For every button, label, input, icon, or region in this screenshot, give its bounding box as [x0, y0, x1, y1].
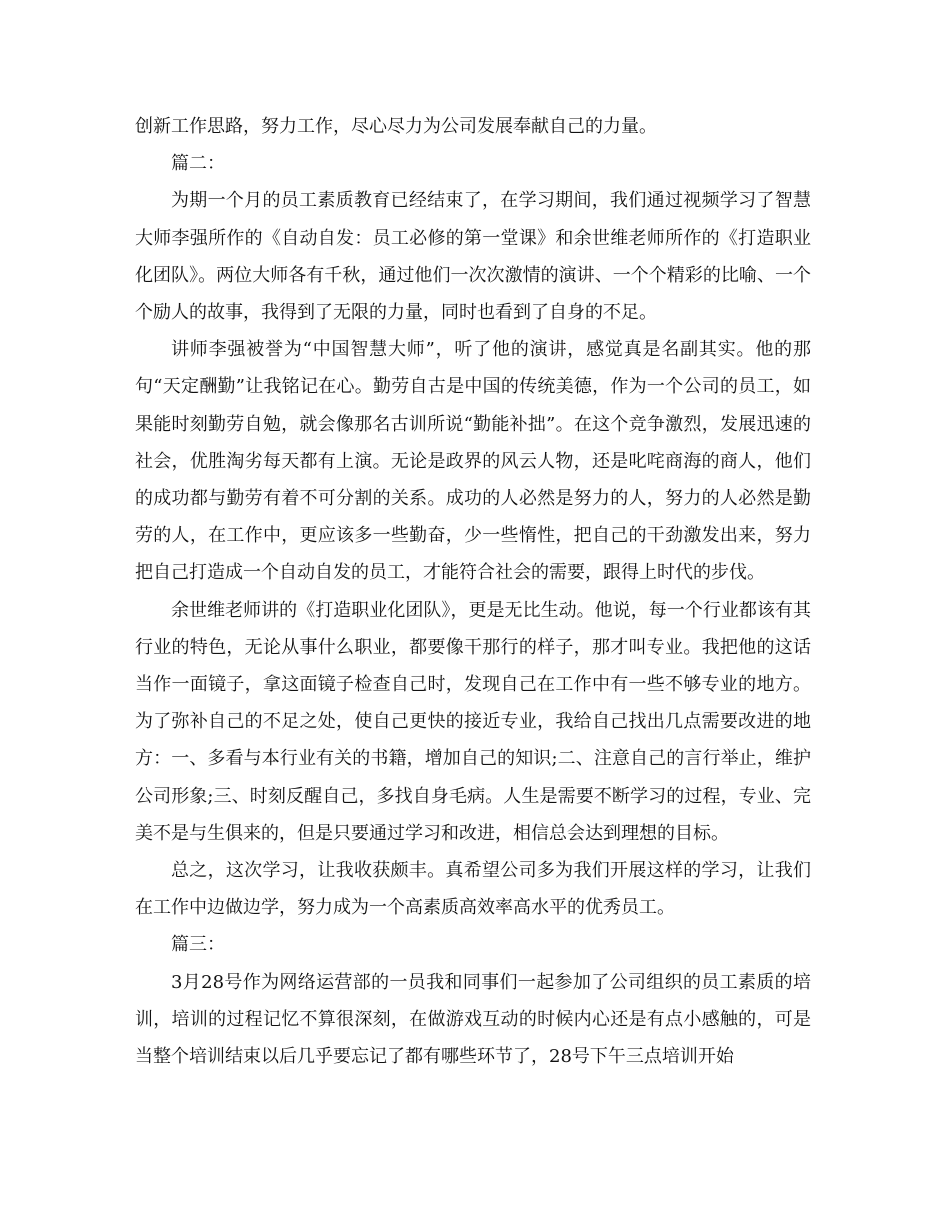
- section-heading-part-two: 篇二：: [171, 153, 225, 175]
- paragraph-conclusion: 总之，这次学习，让我收获颇丰。真希望公司多为我们开展这样的学习，让我们在工作中边做边学，努力成为一个高素质高效率高水平的优秀员工。: [135, 860, 811, 919]
- paragraph-yu-shiwei: 余世维老师讲的《打造职业化团队》，更是无比生动。他说，每一个行业都该有其行业的特色，无论从事什么职业，都要像干那行的样子，那才叫专业。我把他的这话当作一面镜子，拿这面镜子检查自己时，发现自己在工作中有一些不够专业的地方。为了弥补自己的不足之处，使自己更快的接近专业，我给自己找出几点需要改进的地方：一、多看与本行业有关的书籍，增加自己的知识;二、注意自己的言行举止，维护公司形象;三、时刻反醒自己，多找自身毛病。人生是需要不断学习的过程，专业、完美不是与生俱来的，但是只要通过学习和改进，相信总会达到理想的目标。: [135, 599, 811, 844]
- paragraph-training-summary: 为期一个月的员工素质教育已经结束了，在学习期间，我们通过视频学习了智慧大师李强所作的《自动自发：员工必修的第一堂课》和余世维老师所作的《打造职业化团队》。两位大师各有千秋，通过他们一次次激情的演讲、一个个精彩的比喻、一个个励人的故事，我得到了无限的力量，同时也看到了自身的不足。: [135, 190, 811, 324]
- document-page: [135, 108, 811, 1075]
- paragraph-li-qiang: 讲师李强被誉为“中国智慧大师”，听了他的演讲，感觉真是名副其实。他的那句“天定酬勤”让我铭记在心。勤劳自古是中国的传统美德，作为一个公司的员工，如果能时刻勤劳自勉，就会像那名古训所说“勤能补拙”。在这个竞争激烈，发展迅速的社会，优胜淘劣每天都有上演。无论是政界的风云人物，还是叱咤商海的商人，他们的成功都与勤劳有着不可分割的关系。成功的人必然是努力的人，努力的人必然是勤劳的人，在工作中，更应该多一些勤奋，少一些惰性，把自己的干劲激发出来，努力把自己打造成一个自动自发的员工，才能符合社会的需要，跟得上时代的步伐。: [135, 339, 811, 584]
- section-heading-part-three: 篇三：: [171, 934, 225, 956]
- paragraph-continuation: 创新工作思路，努力工作，尽心尽力为公司发展奉献自己的力量。: [135, 116, 657, 137]
- paragraph-march-training: 3月28号作为网络运营部的一员我和同事们一起参加了公司组织的员工素质的培训，培训的过程记忆不算很深刻，在做游戏互动的时候内心还是有点小感触的，可是当整个培训结束以后几乎要忘记了都有哪些环节了，28号下午三点培训开始: [135, 971, 811, 1068]
